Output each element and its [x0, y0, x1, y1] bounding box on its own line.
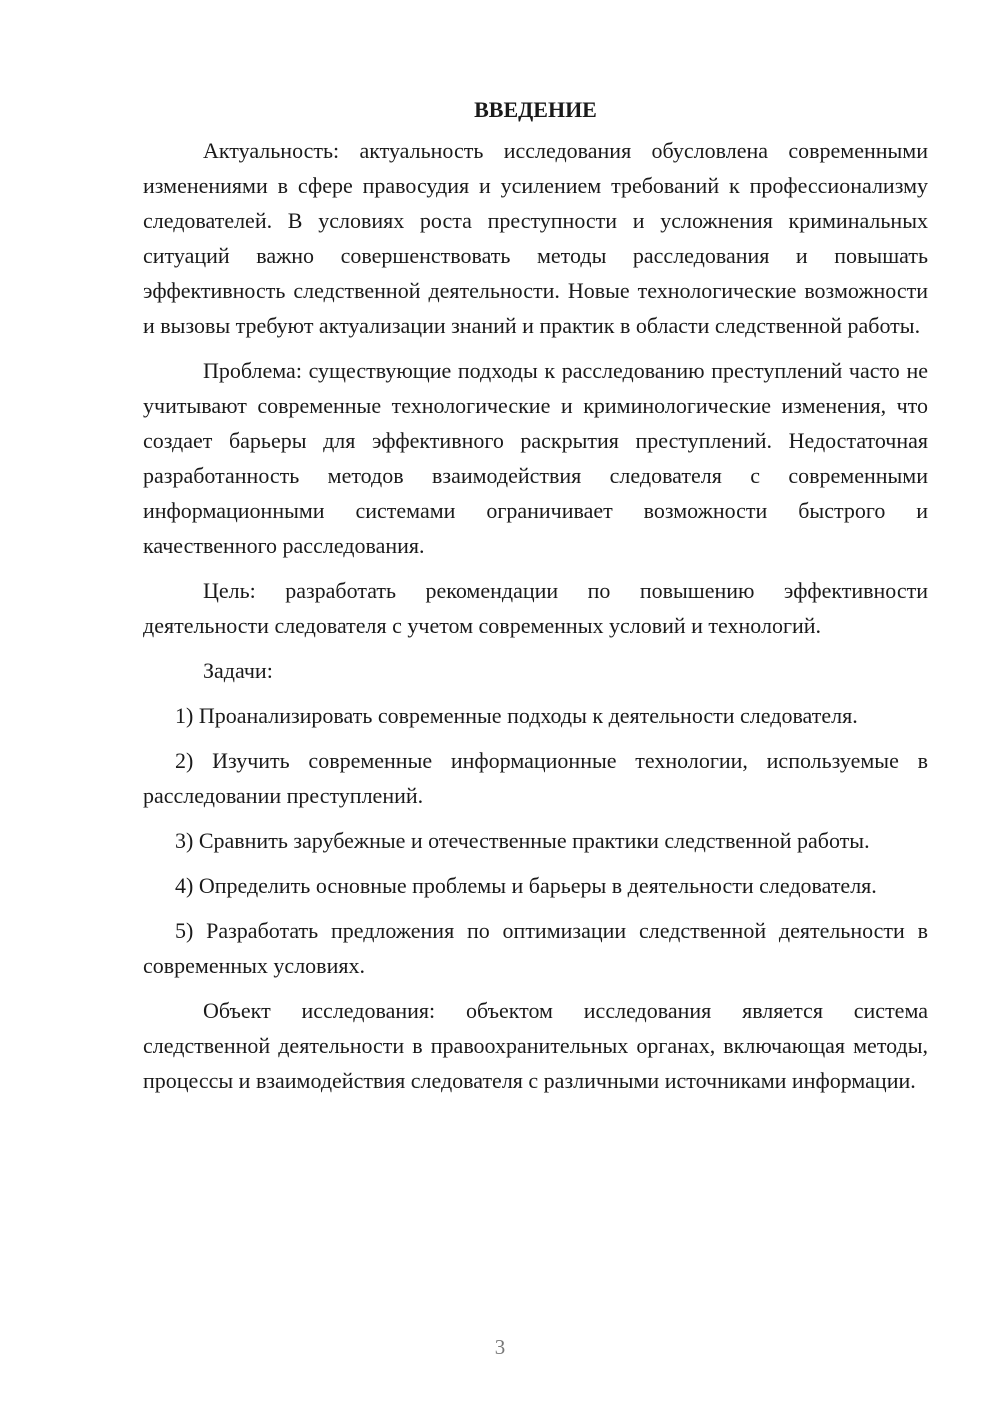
- paragraph-problem: Проблема: существующие подходы к расследованию преступлений часто не учитывают современные технологические и криминологические изменения, что создает барьеры для эффективного раскрытия преступлений. Недостаточная разработанность методов взаимодействия следователя с современными информационными системами ограничивает возможности быстрого и качественного расследования.: [143, 358, 928, 558]
- paragraph-relevance: Актуальность: актуальность исследования обусловлена современными изменениями в сфере правосудия и усилением требований к профессионализму следователей. В условиях роста преступности и усложнения криминальных ситуаций важно совершенствовать методы расследования и повышать эффективность следственной деятельности. Новые технологические возможности и вызовы требуют актуализации знаний и практик в области следственной работы.: [143, 138, 928, 338]
- task-item-5: 5) Разработать предложения по оптимизации следственной деятельности в современных условиях.: [143, 918, 928, 978]
- paragraph-tasks-heading: Задачи:: [203, 658, 273, 683]
- task-item-2: 2) Изучить современные информационные технологии, используемые в расследовании преступлений.: [143, 748, 928, 808]
- paragraph-research-object: Объект исследования: объектом исследования является система следственной деятельности в правоохранительных органах, включающая методы, процессы и взаимодействия следователя с различными источниками информации.: [143, 998, 928, 1093]
- paragraph-goal: Цель: разработать рекомендации по повышению эффективности деятельности следователя с учетом современных условий и технологий.: [143, 578, 928, 638]
- page-title: ВВЕДЕНИЕ: [474, 97, 597, 122]
- task-item-4: 4) Определить основные проблемы и барьеры в деятельности следователя.: [175, 873, 877, 898]
- page-number: 3: [494, 1335, 506, 1359]
- task-item-1: 1) Проанализировать современные подходы к деятельности следователя.: [175, 703, 858, 728]
- document-body: [143, 92, 928, 1108]
- task-item-3: 3) Сравнить зарубежные и отечественные практики следственной работы.: [175, 828, 870, 853]
